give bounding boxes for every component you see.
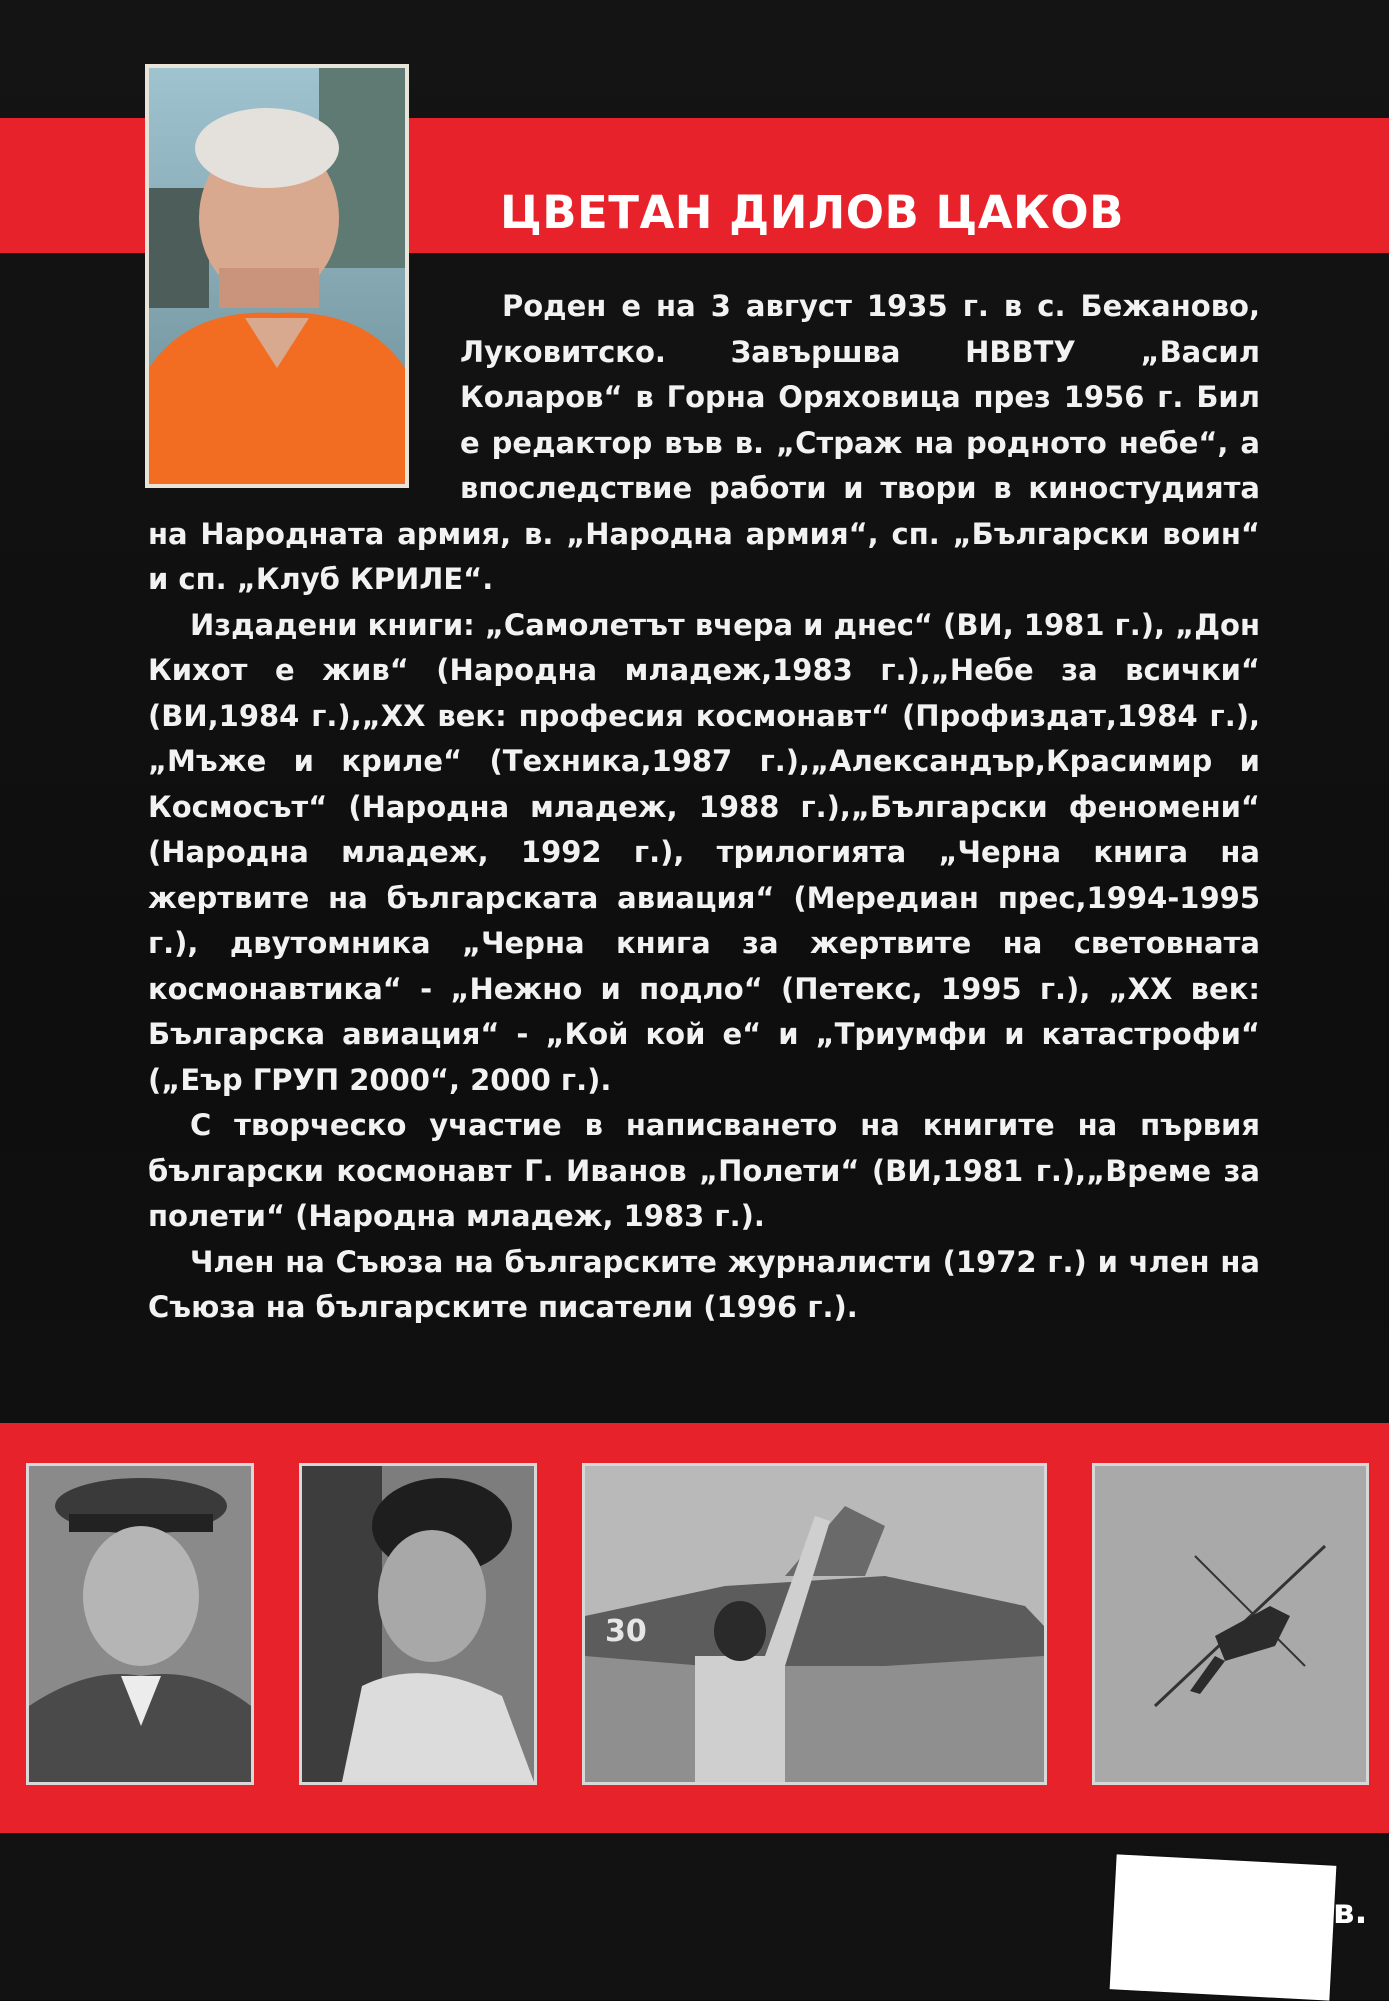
photo-fighter-jet-signal — [582, 1463, 1047, 1785]
bio-paragraph: Роден е на 3 август 1935 г. в с. Бежаново, Луковитско. Завършва НВВТУ „Васил Коларов“ в Горна Оряховица през 1956 г. Бил е редактор във в. „Страж на родното небе“, а впоследствие работи и твори в киностудията на Народната армия, в. „Народна армия“, сп. „Български воин“ и сп. „Клуб КРИЛЕ“. — [148, 289, 1260, 596]
portrait-text-wrap-spacer — [148, 284, 460, 499]
photo-officer-portrait — [26, 1463, 254, 1785]
bio-paragraph: Член на Съюза на българските журналисти (1972 г.) и член на Съюза на българските писатели (1996 г.). — [148, 1244, 1260, 1324]
svg-text:30: 30 — [605, 1614, 647, 1649]
bio-paragraph: С творческо участие в написването на книгите на първия български космонавт Г. Иванов „Полети“ (ВИ,1981 г.),„Време за полети“ (Народна младеж, 1983 г.). — [148, 1108, 1260, 1233]
author-biography — [148, 284, 1260, 1331]
photo-pilot-in-cockpit — [299, 1463, 537, 1785]
price-suffix: в. — [1333, 1892, 1368, 1932]
photo-helicopter-in-sky — [1092, 1463, 1369, 1785]
price-sticker — [1110, 1854, 1337, 2000]
author-name: ЦВЕТАН ДИЛОВ ЦАКОВ — [500, 186, 1124, 239]
bio-paragraph: Издадени книги: „Самолетът вчера и днес“ (ВИ, 1981 г.), „Дон Кихот е жив“ (Народна младеж,1983 г.),„Небе за всички“ (ВИ,1984 г.),„XX век: професия космонавт“ (Профиздат,1984 г.),„Мъже и криле“ (Техника,1987 г.),„Александър,Красимир и Космосът“ (Народна младеж, 1988 г.),„Български феномени“ (Народна младеж, 1992 г.), трилогията „Черна книга на жертвите на българската авиация“ (Мередиан прес,1994-1995 г.), двутомника „Черна книга за жертвите на световната космонавтика“ - „Нежно и подло“ (Петекс, 1995 г.), „XX век: Българска авиация“ - „Кой кой е“ и „Триумфи и катастрофи“ („Еър ГРУП 2000“, 2000 г.). — [148, 607, 1260, 1097]
